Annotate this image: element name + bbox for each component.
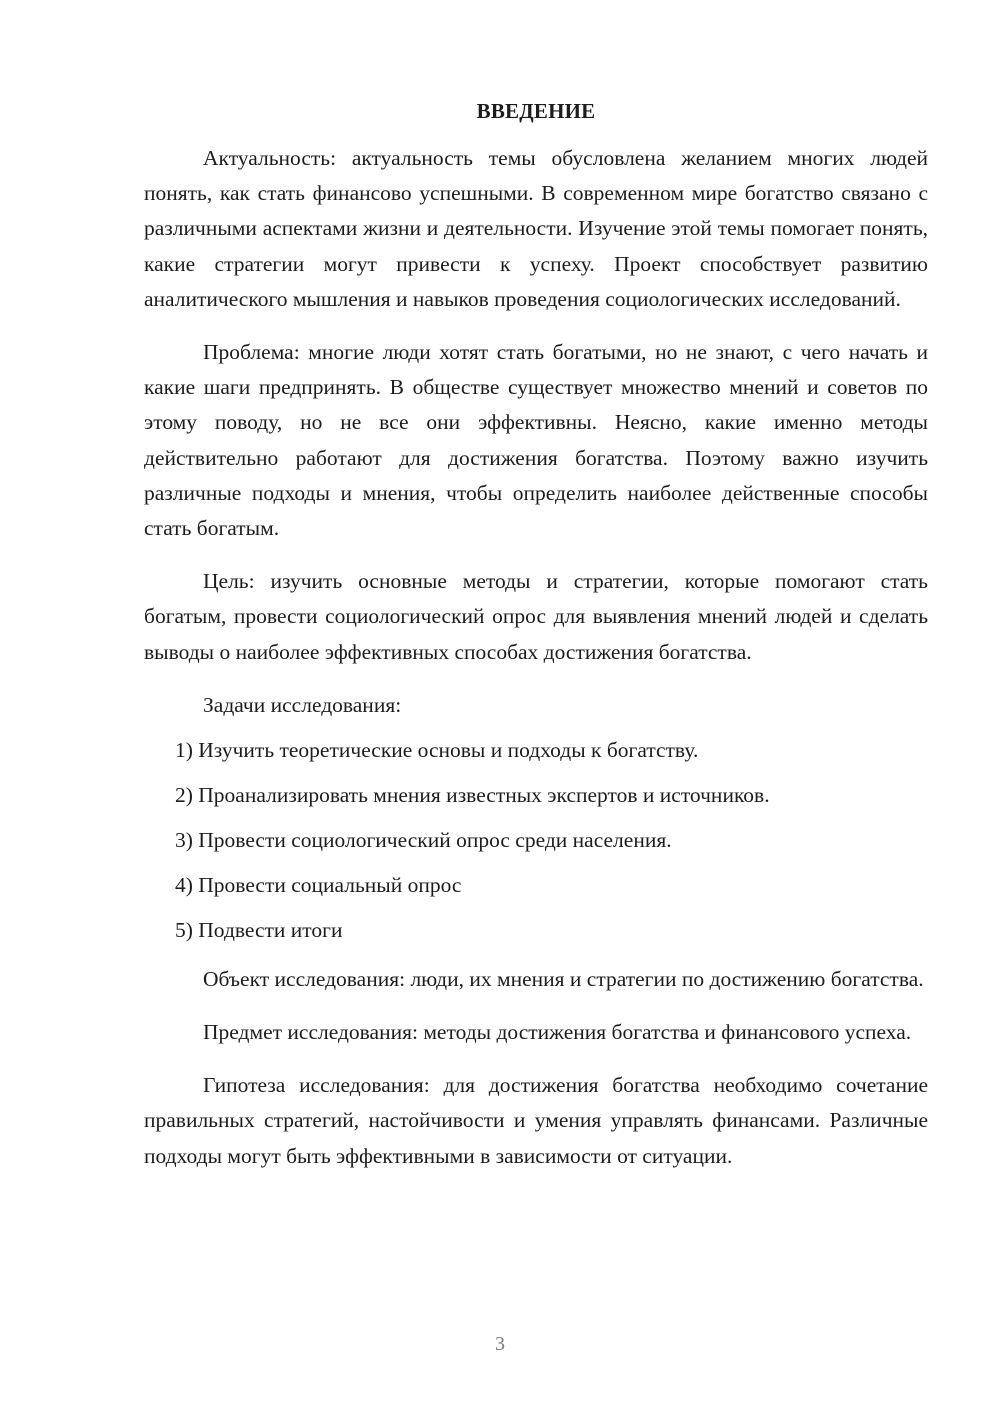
problem-paragraph: Проблема: многие люди хотят стать богатыми, но не знают, с чего начать и какие шаги предпринять. В обществе существует множество мнений и советов по этому поводу, но не все они эффективны. Неясно, какие именно методы действительно работают для достижения богатства. Поэтому важно изучить различные подходы и мнения, чтобы определить наиболее действенные способы стать богатым. (144, 340, 928, 541)
goal-paragraph: Цель: изучить основные методы и стратегии, которые помогают стать богатым, провести социологический опрос для выявления мнений людей и сделать выводы о наиболее эффективных способах достижения богатства. (144, 569, 928, 664)
object-paragraph: Объект исследования: люди, их мнения и стратегии по достижению богатства. (203, 966, 924, 991)
section-title: ВВЕДЕНИЕ (476, 99, 596, 123)
subject-paragraph: Предмет исследования: методы достижения богатства и финансового успеха. (203, 1020, 912, 1045)
tasks-list (144, 733, 928, 948)
task-item: 3) Провести социологический опрос среди населения. (175, 827, 672, 852)
task-item: 2) Проанализировать мнения известных экспертов и источников. (175, 782, 770, 807)
task-item: 5) Подвести итоги (175, 917, 343, 942)
relevance-paragraph: Актуальность: актуальность темы обусловлена желанием многих людей понять, как стать финансово успешными. В современном мире богатство связано с различными аспектами жизни и деятельности. Изучение этой темы помогает понять, какие стратегии могут привести к успеху. Проект способствует развитию аналитического мышления и навыков проведения социологических исследований. (144, 146, 928, 311)
document-page (144, 94, 928, 1192)
page-number: 3 (495, 1333, 505, 1355)
task-item: 1) Изучить теоретические основы и подходы к богатству. (175, 737, 699, 762)
hypothesis-paragraph: Гипотеза исследования: для достижения богатства необходимо сочетание правильных стратегий, настойчивости и умения управлять финансами. Различные подходы могут быть эффективными в зависимости от ситуации. (144, 1073, 928, 1168)
tasks-heading: Задачи исследования: (203, 692, 402, 717)
task-item: 4) Провести социальный опрос (175, 872, 462, 897)
